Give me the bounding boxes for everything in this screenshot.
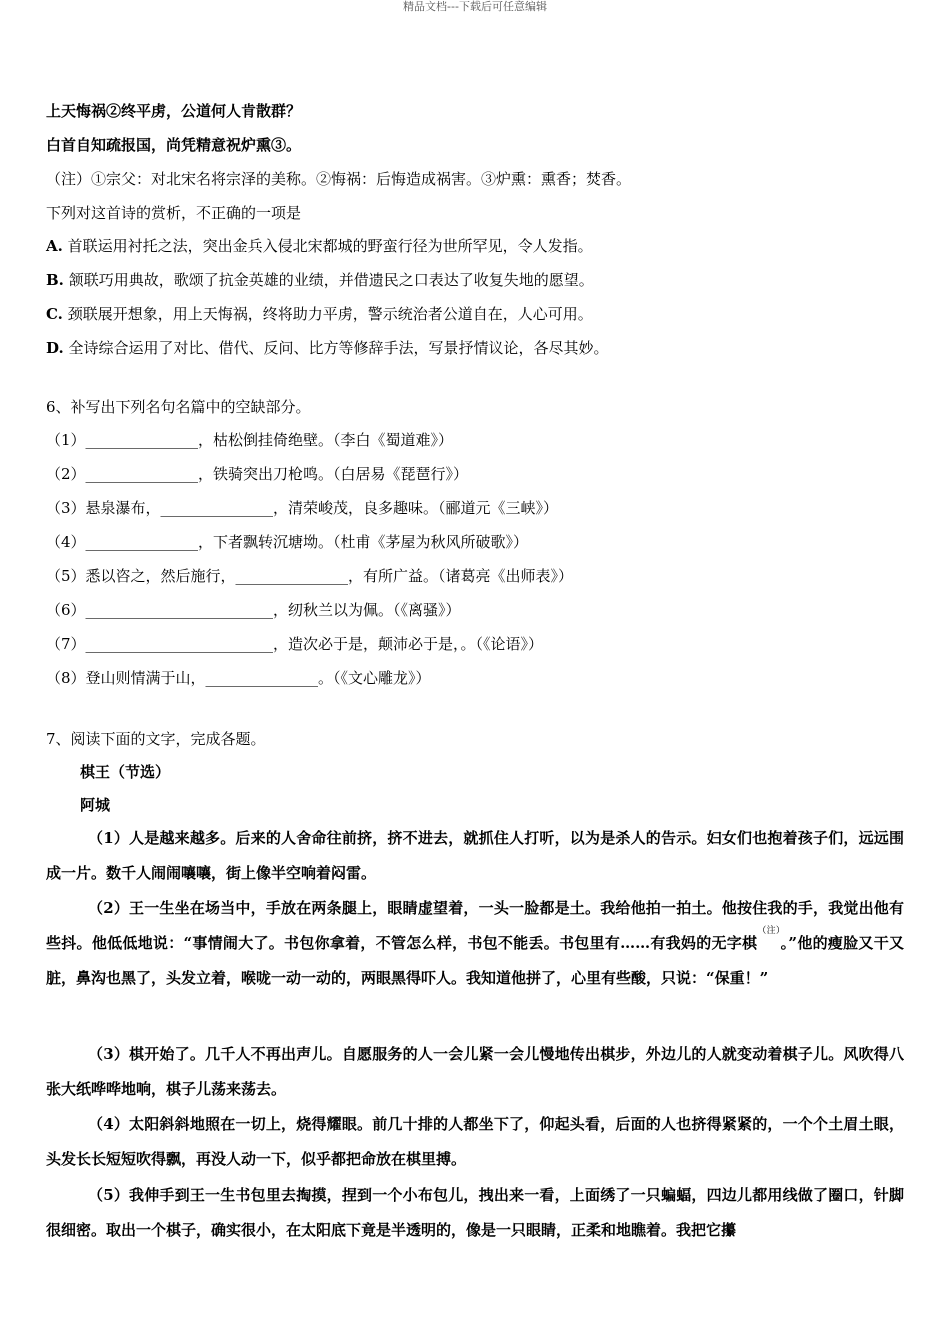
option-a[interactable] (46, 236, 906, 256)
option-text: 全诗综合运用了对比、借代、反问、比方等修辞手法，写景抒情议论，各尽其妙。 (68, 339, 609, 357)
option-label: D. (46, 339, 64, 357)
paragraph-4: （4）太阳斜斜地照在一切上，烧得耀眼。前几十排的人都坐下了，仰起头看，后面的人也挤得紧紧的，一个个土眉土眼，头发长长短短吹得飘，再没人动一下，似乎都把命放在棋里搏。 (46, 1115, 904, 1168)
q7-title: 7、阅读下面的文字，完成各题。 (46, 730, 266, 748)
poem-line-1: 上天悔祸②终平虏，公道何人肯散群？ (46, 102, 302, 120)
paragraph-2-part-2: 。”他的瘦脸又干又脏，鼻沟也黑了，头发立着，喉咙一动一动的，两眼黑得吓人。我知道他拼了，心里有些酸，只说：“保重！” (46, 934, 904, 987)
page-header: 精品文档---下载后可任意编辑 (403, 0, 547, 13)
paragraph-5: （5）我伸手到王一生书包里去掏摸，捏到一个小布包儿，拽出来一看，上面绣了一只蝙蝠，四边儿都用线做了圈口，针脚很细密。取出一个棋子，确实很小，在太阳底下竟是半透明的，像是一只眼睛，正柔和地瞧着。我把它攥 (46, 1186, 904, 1239)
poem-line-2: 白首自知疏报国，尚凭精意祝炉熏③。 (46, 136, 302, 154)
q6-item-2: （2）_______________，铁骑突出刀枪鸣。（白居易《琵琶行》） (46, 465, 469, 483)
q6-item-4: （4）_______________，下者飘转沉塘坳。（杜甫《茅屋为秋风所破歌》） (46, 533, 529, 551)
q6-item-3: （3）悬泉瀑布，_______________，清荣峻茂，良多趣味。（郦道元《三峡》） (46, 499, 559, 517)
option-d[interactable] (46, 338, 906, 358)
paragraph-1: （1）人是越来越多。后来的人舍命往前挤，挤不进去，就抓住人打听，以为是杀人的告示。妇女们也抱着孩子们，远远围成一片。数千人闹闹嚷嚷，街上像半空响着闷雷。 (46, 829, 904, 882)
q6-item-8: （8）登山则情满于山，_______________。（《文心雕龙》） (46, 669, 431, 687)
option-label: B. (46, 271, 64, 289)
option-text: 颔联巧用典故，歌颂了抗金英雄的业绩，并借遗民之口表达了收复失地的愿望。 (68, 271, 594, 289)
option-b[interactable] (46, 270, 906, 290)
q6-item-1: （1）_______________，枯松倒挂倚绝壁。（李白《蜀道难》） (46, 431, 454, 449)
q6-item-5: （5）悉以咨之，然后施行，_______________，有所广益。（诸葛亮《出师表》） (46, 567, 574, 585)
option-label: A. (46, 237, 63, 255)
option-text: 颈联展开想象，用上天悔祸，终将助力平虏，警示统治者公道自在，人心可用。 (67, 305, 593, 323)
q6-item-6: （6）_________________________，纫秋兰以为佩。（《离骚》） (46, 601, 461, 619)
paragraph-2 (46, 891, 904, 996)
q6-title: 6、补写出下列名句名篇中的空缺部分。 (46, 398, 311, 416)
article-author: 阿城 (80, 796, 111, 814)
footnote-marker: （注） (757, 926, 781, 936)
q6-item-7: （7）_________________________，造次必于是，颠沛必于是，。（《论语》） (46, 635, 544, 653)
paragraph-3: （3）棋开始了。几千人不再出声儿。自愿服务的人一会儿紧一会儿慢地传出棋步，外边儿的人就变动着棋子儿。风吹得八张大纸哗哗地响，棋子儿荡来荡去。 (46, 1045, 904, 1098)
question-text: 下列对这首诗的赏析，不正确的一项是 (46, 204, 302, 222)
option-c[interactable] (46, 304, 906, 324)
option-label: C. (46, 305, 63, 323)
poem-notes: （注）①宗父：对北宋名将宗泽的美称。②悔祸：后悔造成祸害。③炉熏：熏香；焚香。 (46, 170, 632, 188)
option-text: 首联运用衬托之法，突出金兵入侵北宋都城的野蛮行径为世所罕见，令人发指。 (67, 237, 593, 255)
paragraph-2-part-1: （2）王一生坐在场当中，手放在两条腿上，眼睛虚望着，一头一脸都是土。我给他拍一拍土。他按住我的手，我觉出他有些抖。他低低地说：“事情闹大了。书包你拿着，不管怎么样，书包不能丢。书包里有……有我妈的无字棋 (46, 899, 904, 952)
article-title: 棋王（节选） (80, 763, 171, 781)
